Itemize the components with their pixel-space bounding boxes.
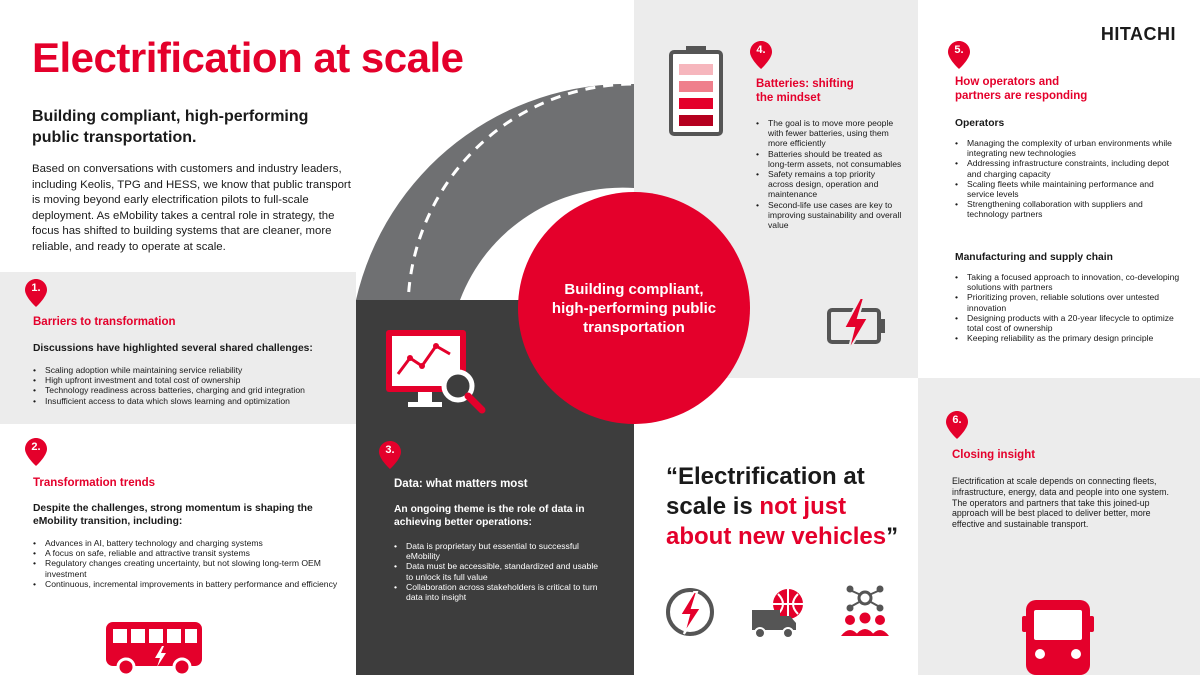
center-red-circle [518,192,750,424]
section-4-title-line2: the mindset [756,92,821,104]
quote-part1: “Electrification at scale is [666,463,865,520]
list-item: • Insufficient access to data which slows learning and optimization [33,396,353,406]
list-item: • High upfront investment and total cost of ownership [33,375,353,385]
list-item: • Regulatory changes creating uncertainty, but not slowing long-term OEM investment [33,558,339,578]
section-3-title: Data: what matters most [394,478,528,490]
section-4-title-line1: Batteries: shifting [756,78,854,90]
section-2-title: Transformation trends [33,477,156,489]
section-3-list [394,541,602,602]
section-5-manufacturing-list [955,272,1181,343]
list-item: • Collaboration across stakeholders is critical to turn data into insight [394,582,602,602]
section-6-number: 6. [952,414,962,426]
list-item: • Continuous, incremental improvements in battery performance and efficiency [33,579,339,589]
section-2-number: 2. [31,441,41,453]
list-item: • Designing products with a 20-year lifecycle to optimize total cost of ownership [955,313,1181,333]
data-monitor-icon [380,322,490,432]
hitachi-logo: HITACHI [1100,24,1176,44]
list-item: • Taking a focused approach to innovation, co-developing solutions with partners [955,272,1181,292]
list-item: • Strengthening collaboration with suppliers and technology partners [955,199,1181,219]
quote-block [666,462,906,552]
list-item: • Scaling adoption while maintaining service reliability [33,365,353,375]
section-1-lead: Discussions have highlighted several shared challenges: [33,343,313,354]
list-item: • Managing the complexity of urban environments while integrating new technologies [955,138,1181,158]
section-5-operators-heading: Operators [955,118,1005,129]
list-item: • Advances in AI, battery technology and charging systems [33,538,339,548]
section-5-number: 5. [954,44,964,56]
list-item: • Data is proprietary but essential to successful eMobility [394,541,602,561]
section-5-operators-list [955,138,1181,220]
list-item: • Keeping reliability as the primary design principle [955,333,1181,343]
page-title: Electrification at scale [32,34,464,81]
quote-part2: ” [886,523,899,550]
section-5-title-line1: How operators and [955,76,1060,88]
page-subtitle: Building compliant, high-performing public transportation. [32,108,309,146]
lightning-battery-icon [826,296,888,354]
list-item: • Prioritizing proven, reliable solutions over untested innovation [955,292,1181,312]
section-3-lead: An ongoing theme is the role of data in achieving better operations: [394,504,585,528]
center-circle-text: Building compliant, high-performing public transportation [551,280,717,336]
people-network-icon [838,584,892,640]
section-2-lead: Despite the challenges, strong momentum is shaping the eMobility transition, including: [33,503,313,527]
list-item: • Addressing infrastructure constraints, including depot and charging capacity [955,158,1181,178]
section-1-title: Barriers to transformation [33,316,176,328]
section-1-list [33,365,353,406]
section-4-list [756,118,902,230]
battery-icon [668,44,724,136]
quote-highlight: not just about new vehicles [666,493,887,550]
list-item: • Second-life use cases are key to improving sustainability and overall value [756,200,902,231]
section-5-title-line2: partners are responding [955,90,1088,102]
list-item: • Technology readiness across batteries, charging and grid integration [33,385,353,395]
list-item: • Data must be accessible, standardized and usable to unlock its full value [394,561,602,581]
bus-icon [104,620,204,675]
section-6-body: Electrification at scale depends on connecting fleets, infrastructure, energy, data and people into one system. The operators and partners that take this joined-up approach will be best placed to deliver better, more effective and sustainable transport. [952,476,1169,530]
section-6-title: Closing insight [952,449,1036,461]
section-1-number: 1. [31,282,41,294]
truck-globe-icon [750,586,806,640]
section-3-number: 3. [385,444,395,456]
list-item: • The goal is to move more people with fewer batteries, using them more efficiently [756,118,902,149]
lightning-icon [664,586,716,638]
section-4-number: 4. [756,44,766,56]
bus-front-icon [1022,594,1094,675]
list-item: • Batteries should be treated as long-term assets, not consumables [756,149,902,169]
intro-paragraph: Based on conversations with customers and industry leaders, including Keolis, TPG and HESS, we know that public transport is moving beyond early electrification pilots to full-scale deployment. As eMobility takes a central role in strategy, the focus has shifted to building systems that are cleaner, more reliable, and ready to operate at scale. [32,163,351,253]
section-5-manufacturing-heading: Manufacturing and supply chain [955,252,1113,263]
list-item: • Scaling fleets while maintaining performance and service levels [955,179,1181,199]
list-item: • Safety remains a top priority across design, operation and maintenance [756,169,902,200]
list-item: • A focus on safe, reliable and attractive transit systems [33,548,339,558]
section-2-list [33,538,339,589]
